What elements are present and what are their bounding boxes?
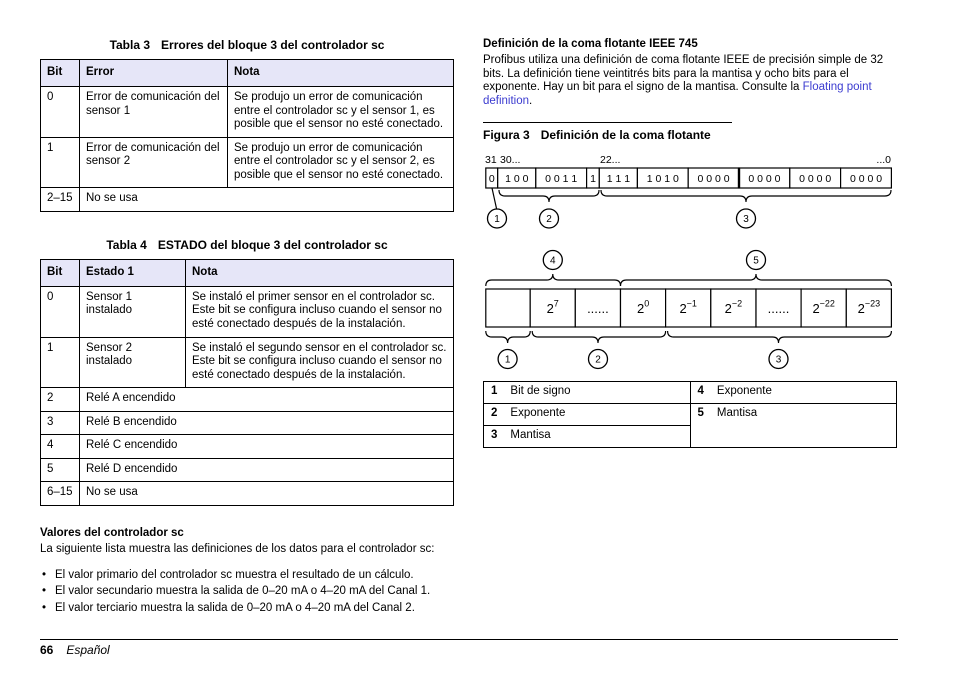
table-cell: Se instaló el segundo sensor en el controlador sc. Este bit se configura incluso cuando el sensor no esté conectado después de la instalación. [186,337,454,388]
bit-cell: 0 0 1 1 [545,173,578,186]
table-row [41,188,454,212]
bit-index-0: ...0 [876,154,891,167]
table-row [41,435,454,459]
power-cell-dots: ...... [587,301,609,317]
bit-index-31: 31 [485,154,497,167]
language-label: Español [66,643,110,657]
legend-table [483,381,897,447]
table-row [41,388,454,412]
legend-label: Exponente [716,385,772,398]
figure3-caption [483,128,897,142]
callout-circle-2b [589,350,608,369]
table4-caption-label: Tabla 4 [106,237,147,252]
row2-top-braces [486,274,892,286]
bit-cell: 1 1 1 [606,173,631,186]
table-row [41,286,454,337]
page-footer [40,639,898,657]
bit-cell: 1 0 0 [505,173,529,186]
legend-cell [484,382,691,404]
table-cell: 3 [41,411,80,435]
table4-caption [40,238,454,252]
row1-braces [492,188,891,209]
legend-num: 4 [697,385,704,398]
legend-label: Mantisa [716,407,758,420]
values-intro: La siguiente lista muestra las definiciones de los datos para el controlador sc: [40,542,435,555]
power-cell: $2^{-2}$ [724,298,743,317]
table-cell: 6–15 [41,482,80,506]
figure-caption-rule [483,122,732,123]
legend-label: Bit de signo [510,385,571,398]
table3-caption-title: Errores del bloque 3 del controlador sc [161,38,385,52]
svg-text:5: 5 [753,255,759,267]
ieee-paragraph [483,54,897,109]
power-cell-dots: ...... [767,301,790,317]
left-column [40,38,454,619]
column-header-error: Error [80,60,228,87]
table-cell: Se produjo un error de comunicación entre el controlador sc y el sensor 1, es posible que el sensor no esté conectado. [228,86,454,137]
power-cell: $2^0$ [636,298,650,317]
bit-index-labels [485,154,891,166]
bit-index-22: 22... [600,154,621,167]
legend-cell [690,404,897,448]
legend-num: 1 [491,385,498,398]
errors-table [40,59,454,212]
table-row [41,411,454,435]
bit-cell: 0 [488,173,495,186]
table-header-row [41,60,454,87]
table-cell: Sensor 1 instalado [80,286,186,337]
table3-caption [40,38,454,52]
column-header-nota: Nota [186,260,454,287]
table-cell: Error de comunicación del sensor 1 [80,86,228,137]
table-cell: Error de comunicación del sensor 2 [80,137,228,188]
table-row [41,482,454,506]
legend-label: Exponente [510,407,566,420]
table-cell: 2 [41,388,80,412]
exponent-value-brace [486,274,621,286]
legend-cell [690,382,897,404]
column-header-bit: Bit [41,60,80,87]
power-cell: $2^{-22}$ [812,298,835,317]
bullet-item: • El valor terciario muestra la salida de 0–20 mA o 4–20 mA del Canal 2. [40,602,454,616]
table-cell: 4 [41,435,80,459]
legend-num: 2 [491,407,498,420]
bit-cell: 0 0 0 0 [748,173,781,186]
callout-row2-bottom [498,350,788,369]
table-row [41,337,454,388]
values-bullet-list [40,569,454,616]
legend-label: Mantisa [510,428,551,441]
bit-index-30: 30... [500,154,521,167]
right-column [483,38,897,448]
sign-brace [486,331,530,343]
floating-point-definition-link[interactable]: Floating point definition [483,81,872,108]
legend-num: 5 [697,407,704,420]
svg-text:3: 3 [743,214,749,226]
table-cell: 2–15 [41,188,80,212]
table-cell: No se usa [80,482,454,506]
power-cell: $2^{-23}$ [857,298,881,317]
sign-bit-pointer-line [492,188,497,209]
table-row [41,86,454,137]
table-cell: 1 [41,337,80,388]
callout-row1 [488,209,756,228]
ieee-paragraph-text: Profibus utiliza una definición de coma flotante IEEE de precisión simple de 32 bits. La definición tiene veintitrés bits para la mantisa y ocho bits para el exponente. Hay un bit para el signo de la mantisa. Consulte la [483,53,884,94]
status-table [40,259,454,506]
table-cell: 0 [41,86,80,137]
callout-row2-top [543,251,765,270]
svg-text:1: 1 [494,214,500,226]
callout-circle-4 [543,251,562,270]
bit-cell: 1 [590,173,596,186]
table-row [41,137,454,188]
bullet-item: • El valor primario del controlador sc muestra el resultado de un cálculo. [40,569,454,583]
column-header-estado: Estado 1 [80,260,186,287]
callout-circle-2 [540,209,559,228]
table-cell: Se produjo un error de comunicación entre el controlador sc y el sensor 2, es posible que el sensor no esté conectado. [228,137,454,188]
table-cell: No se usa [80,188,454,212]
table-cell: Relé D encendido [80,458,454,482]
table-cell: 0 [41,286,80,337]
legend-num: 3 [491,428,498,441]
svg-text:1: 1 [504,354,511,366]
table-cell: Se instaló el primer sensor en el controlador sc. Este bit se configura incluso cuando el sensor no esté conectado después de la instalación. [186,286,454,337]
table3-caption-label: Tabla 3 [109,38,151,52]
table4-caption-title: ESTADO del bloque 3 del controlador sc [157,237,388,252]
figure3-caption-title: Definición de la coma flotante [540,127,711,142]
floating-point-figure [485,154,895,372]
column-header-bit: Bit [41,260,80,287]
table-row [41,458,454,482]
exponent-brace [499,190,599,202]
figure3-caption-label: Figura 3 [483,127,530,142]
svg-text:4: 4 [550,255,556,267]
callout-circle-3b [769,350,788,369]
table-cell: 1 [41,137,80,188]
table-header-row [41,260,454,287]
svg-text:2: 2 [595,354,601,366]
legend-cell [484,404,691,426]
svg-text:3: 3 [775,354,782,366]
sentence-end: . [529,95,533,108]
callout-circle-1 [488,209,507,228]
legend-cell [484,425,691,447]
mantissa-brace [668,331,892,343]
table-cell: 5 [41,458,80,482]
mantissa-brace [601,190,891,202]
page-number: 66 [40,643,54,657]
power-cell: $2^{-1}$ [679,298,697,317]
values-section-heading: Valores del controlador sc [40,527,184,540]
bullet-item: • El valor secundario muestra la salida de 0–20 mA o 4–20 mA del Canal 1. [40,585,454,599]
legend-row [484,382,897,404]
exponent-brace [532,331,665,343]
bit-cell: 0 0 0 0 [799,173,832,186]
callout-circle-5 [747,251,766,270]
bit-cell: 0 0 0 0 [849,173,883,186]
table-cell: Sensor 2 instalado [80,337,186,388]
svg-text:2: 2 [546,214,552,226]
row2-bottom-braces [486,331,892,343]
ieee-section-heading: Definición de la coma flotante IEEE 745 [483,38,698,50]
bit-cell: 1 0 1 0 [646,173,679,186]
table-cell: Relé B encendido [80,411,454,435]
mantissa-value-brace [621,274,892,286]
callout-circle-3 [737,209,756,228]
column-header-nota: Nota [228,60,454,87]
bit-cell: 0 0 0 0 [697,173,730,186]
table-cell: Relé C encendido [80,435,454,459]
legend-row [484,404,897,426]
table-cell: Relé A encendido [80,388,454,412]
callout-circle-1b [498,350,517,369]
power-cell: $2^7$ [546,298,559,317]
